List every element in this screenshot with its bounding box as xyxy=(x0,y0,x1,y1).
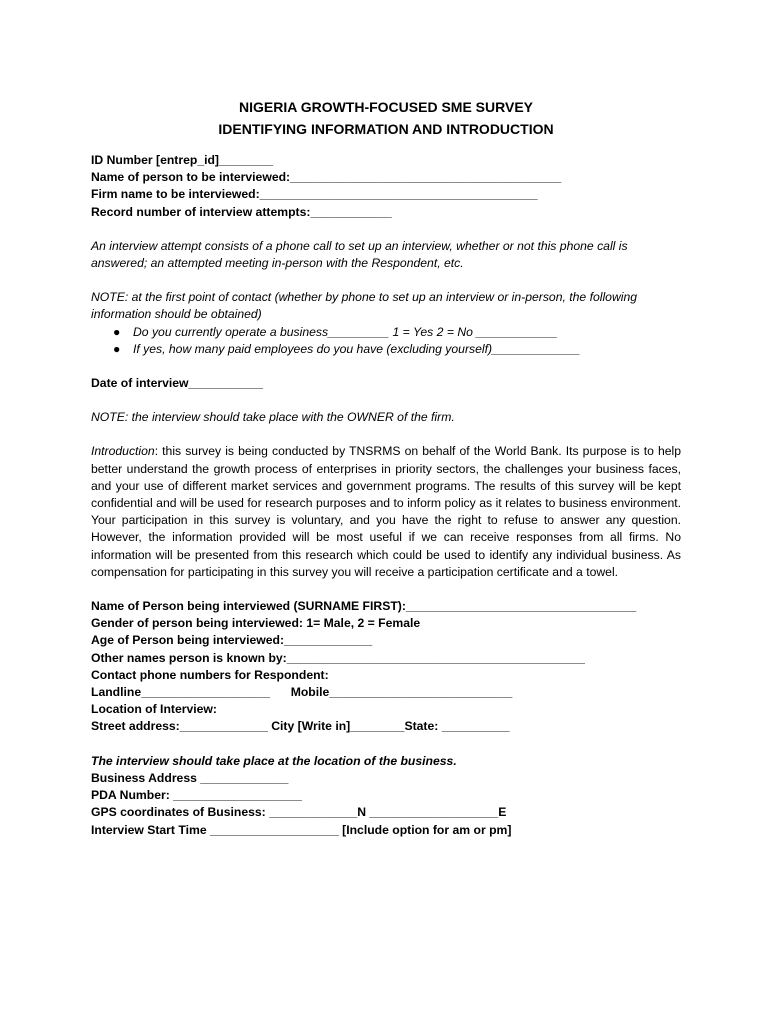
business-location-note: The interview should take place at the location of the business. xyxy=(91,753,457,768)
surname-first-field: Name of Person being interviewed (SURNAME FIRST):__________________________________ xyxy=(91,599,637,614)
date-of-interview-field: Date of interview___________ xyxy=(91,376,264,391)
pda-number-field: PDA Number: ___________________ xyxy=(91,788,302,803)
age-field: Age of Person being interviewed:_____________ xyxy=(91,633,373,648)
operate-business-question: Do you currently operate a business_________ 1 = Yes 2 = No ____________ xyxy=(133,324,558,339)
landline-field: Landline___________________ xyxy=(91,685,270,700)
contact-heading: Contact phone numbers for Respondent: xyxy=(91,667,329,682)
owner-note: NOTE: the interview should take place with the OWNER of the firm. xyxy=(91,410,455,425)
bullet-icon: ● xyxy=(113,324,121,339)
firm-name-field: Firm name to be interviewed:_________________________________________ xyxy=(91,187,538,202)
street-address-field: Street address:_____________ City [Write in]________State: __________ xyxy=(91,719,510,734)
employees-question: If yes, how many paid employees do you have (excluding yourself)_____________ xyxy=(133,341,581,356)
contact-note-line1: NOTE: at the first point of contact (whether by phone to set up an interview or in-person, the following xyxy=(91,290,638,305)
gender-field: Gender of person being interviewed: 1= Male, 2 = Female xyxy=(91,616,421,631)
introduction-paragraph xyxy=(91,443,681,581)
mobile-field: Mobile___________________________ xyxy=(290,685,513,700)
introduction-text: : this survey is being conducted by TNSRMS on behalf of the World Bank. Its purpose is to help better understand the growth process of enterprises in priority sectors, the challenges your business faces, and your use of different market services and government programs. The results of this survey will be kept confidential and will be used for research purposes and to inform policy as it relates to business environment. Your participation in this survey is voluntary, and you have the right to refuse to answer any question. However, the information provided will be most useful if we can receive responses from all firms. No information will be presented from this research which could be used to identify any individual business. As compensation for participating in this survey you will receive a participation certificate and a towel. xyxy=(91,444,681,579)
section-title: IDENTIFYING INFORMATION AND INTRODUCTION xyxy=(218,121,554,137)
phone-numbers-row xyxy=(91,684,681,701)
list-item xyxy=(113,341,681,358)
list-item xyxy=(113,324,681,341)
location-heading: Location of Interview: xyxy=(91,702,217,717)
other-names-field: Other names person is known by:____________________________________________ xyxy=(91,650,585,665)
attempt-note: An interview attempt consists of a phone call to set up an interview, whether or not this phone call is answered; an attempted meeting in-person with the Respondent, etc. xyxy=(91,238,628,271)
interview-start-time-field: Interview Start Time ___________________ [Include option for am or pm] xyxy=(91,822,512,837)
survey-form xyxy=(91,96,681,839)
survey-title: NIGERIA GROWTH-FOCUSED SME SURVEY xyxy=(238,99,534,115)
record-number-field: Record number of interview attempts:____________ xyxy=(91,204,392,219)
introduction-label: Introduction xyxy=(91,444,155,459)
bullet-icon: ● xyxy=(113,341,121,356)
contact-note-line2: information should be obtained) xyxy=(91,307,262,322)
person-name-field: Name of person to be interviewed:________________________________________ xyxy=(91,170,562,185)
gps-coordinates-field: GPS coordinates of Business: _____________N ___________________E xyxy=(91,805,507,820)
contact-questions-list xyxy=(91,324,681,358)
business-address-field: Business Address _____________ xyxy=(91,770,289,785)
id-number-field: ID Number [entrep_id]________ xyxy=(91,153,274,167)
